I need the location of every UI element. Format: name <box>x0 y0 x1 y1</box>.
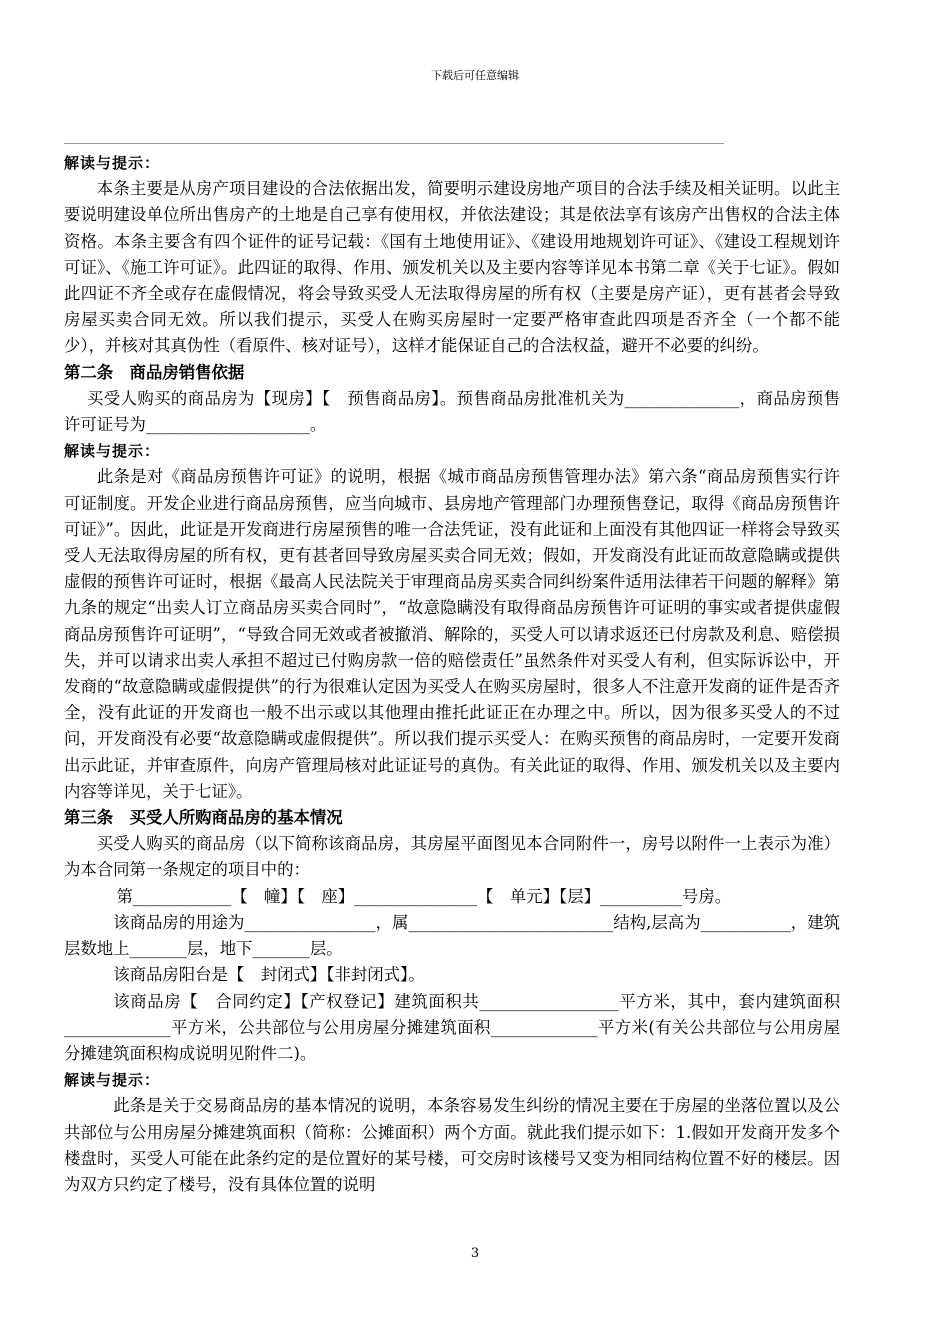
paragraph-interpretation-2: 此条是对《商品房预售许可证》的说明，根据《城市商品房预售管理办法》第六条“商品房预售实行许可证制度。开发企业进行商品房预售，应当向城市、县房地产管理部门办理预售登记，取得《商品房预售许可证》”。因此，此证是开发商进行房屋预售的唯一合法凭证，没有此证和上面没有其他四证一样将会导致买受人无法取得房屋的所有权，更有甚者回导致房屋买卖合同无效；假如，开发商没有此证而故意隐瞒或提供虚假的预售许可证时，根据《最高人民法院关于审理商品房买卖合同纠纷案件适用法律若干问题的解释》第九条的规定“出卖人订立商品房买卖合同时”，“故意隐瞒没有取得商品房预售许可证明的事实或者提供虚假商品房预售许可证明”，“导致合同无效或者被撤消、解除的，买受人可以请求返还已付房款及利息、赔偿损失，并可以请求出卖人承担不超过已付购房款一倍的赔偿责任”虽然条件对买受人有利，但实际诉讼中，开发商的“故意隐瞒或虚假提供”的行为很难认定因为买受人在购买房屋时，很多人不注意开发商的证件是否齐全，没有此证的开发商也一般不出示或以其他理由推托此证正在办理之中。所以，因为很多买受人的不过问，开发商没有必要“故意隐瞒或虚假提供”。所以我们提示买受人：在购买预售的商品房时，一定要开发商出示此证，并审查原件，向房产管理局核对此证证号的真伪。有关此证的取得、作用、颁发机关以及主要内内容等详见，关于七证》。 <box>64 467 840 801</box>
article-3-heading: 第三条 买受人所购商品房的基本情况 <box>64 808 343 828</box>
article-3-paragraph-5: 该商品房【 合同约定】【产权登记】建筑面积共_________________平方米，其中，套内建筑面积_____________平方米，公共部位与公用房屋分摊建筑面积_____________平方米(有关公共部位与公用房屋分摊建筑面积构成说明见附件二)。 <box>64 991 840 1063</box>
article-3-paragraph-1: 买受人购买的商品房（以下简称该商品房，其房屋平面图见本合同附件一，房号以附件一上表示为准）为本合同第一条规定的项目中的： <box>64 834 840 880</box>
section-heading-interpretation: 解读与提示： <box>64 1071 161 1090</box>
article-3-paragraph-2: 第____________【 幢】【 座】_______________【 单元】【层】__________号房。 <box>116 886 732 906</box>
article-3-paragraph-3: 该商品房的用途为________________，属_________________________结构,层高为___________，建筑层数地上_______层，地下_______层。 <box>64 912 840 959</box>
article-2-body: 买受人购买的商品房为【现房】【 预售商品房】。预售商品房批准机关为______________，商品房预售许可证号为____________________。 <box>64 388 840 435</box>
section-heading-interpretation: 解读与提示： <box>64 442 161 461</box>
header-divider <box>64 143 724 144</box>
article-3-paragraph-4: 该商品房阳台是【 封闭式】【非封闭式】。 <box>113 965 425 985</box>
document-body <box>64 150 840 1198</box>
article-2-heading: 第二条 商品房销售依据 <box>64 362 245 382</box>
paragraph-interpretation-1: 本条主要是从房产项目建设的合法依据出发，简要明示建设房地产项目的合法手续及相关证明。以此主要说明建设单位所出售房产的土地是自己享有使用权，并依法建设；其是依法享有该房产出售权的合法主体资格。本条主要含有四个证件的证号记载：《国有土地使用证》、《建设用地规划许可证》、《建设工程规划许可证》、《施工许可证》。此四证的取得、作用、颁发机关以及主要内容等详见本书第二章《关于七证》。假如此四证不齐全或存在虚假情况，将会导致买受人无法取得房屋的所有权（主要是房产证），更有甚者会导致房屋买卖合同无效。所以我们提示，买受人在购买房屋时一定要严格审查此四项是否齐全（一个都不能少），并核对其真伪性（看原件、核对证号），这样才能保证自己的合法权益，避开不必要的纠纷。 <box>64 179 840 356</box>
page-number: 3 <box>470 1246 480 1261</box>
header-note: 下载后可任意编辑 <box>431 69 519 82</box>
paragraph-interpretation-3: 此条是关于交易商品房的基本情况的说明，本条容易发生纠纷的情况主要在于房屋的坐落位置以及公共部位与公用房屋分摊建筑面积（简称：公摊面积）两个方面。就此我们提示如下：1.假如开发商开发多个楼盘时，买受人可能在此条约定的是位置好的某号楼，可交房时该楼号又变为相同结构位置不好的楼层。因为双方只约定了楼号，没有具体位置的说明 <box>64 1096 840 1194</box>
section-heading-interpretation: 解读与提示： <box>64 154 161 172</box>
